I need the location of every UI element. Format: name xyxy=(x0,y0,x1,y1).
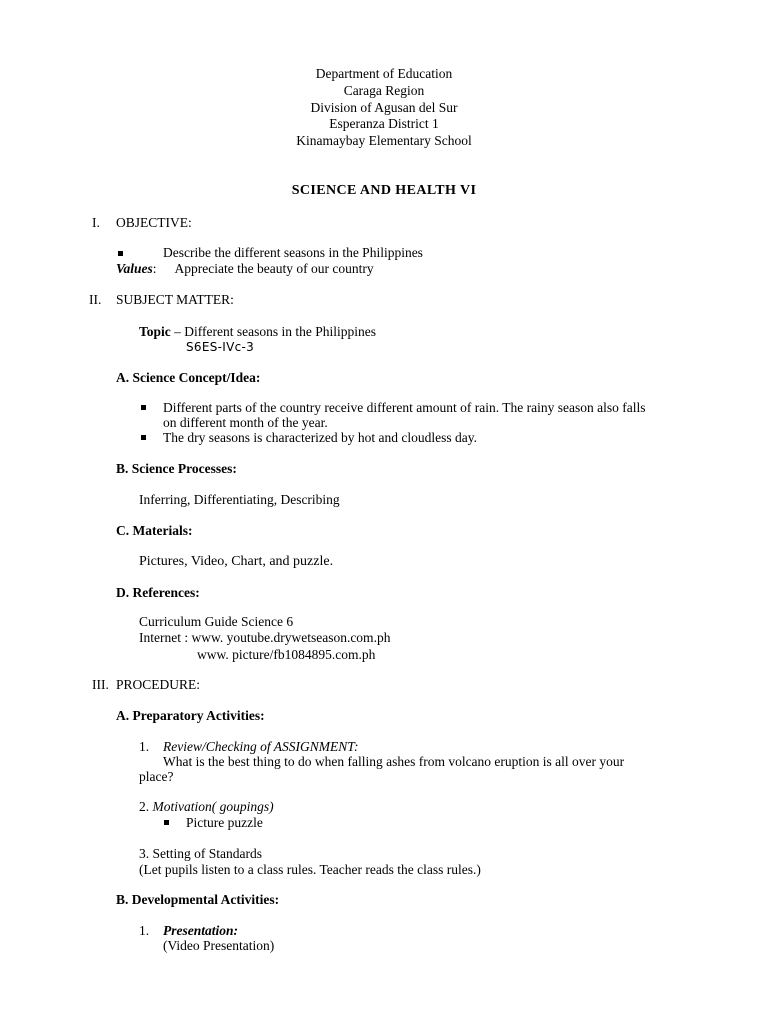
prep-item-2-bullet: Picture puzzle xyxy=(186,815,263,830)
prep-item-3-text: (Let pupils listen to a class rules. Teacher reads the class rules.) xyxy=(139,862,481,877)
prep-item-1-title: Review/Checking of ASSIGNMENT: xyxy=(163,739,359,754)
materials-heading: C. Materials: xyxy=(116,523,193,538)
values-colon: : xyxy=(152,261,157,276)
topic-line xyxy=(139,324,376,340)
document-title: SCIENCE AND HEALTH VI xyxy=(291,183,477,198)
section-numeral-objective: I. xyxy=(92,215,100,230)
concept-bullet-1-line-2: on different month of the year. xyxy=(163,415,328,430)
prep-item-3-title: 3. Setting of Standards xyxy=(139,846,262,861)
section-numeral-subject: II. xyxy=(89,292,102,307)
values-line xyxy=(116,261,374,277)
section-numeral-procedure: III. xyxy=(92,677,109,692)
developmental-heading: B. Developmental Activities: xyxy=(116,892,280,907)
values-label: Values xyxy=(116,261,153,276)
prep-item-2 xyxy=(139,799,274,815)
processes-text: Inferring, Differentiating, Describing xyxy=(139,492,340,507)
prep-item-1-question-line-1: What is the best thing to do when falling ashes from volcano eruption is all over your xyxy=(163,754,625,769)
materials-text: Pictures, Video, Chart, and puzzle. xyxy=(139,554,334,569)
reference-internet-1: Internet : www. youtube.drywetseason.com.ph xyxy=(139,630,391,645)
procedure-heading: PROCEDURE: xyxy=(116,677,201,692)
prep-item-2-title: Motivation( goupings) xyxy=(152,799,274,814)
prep-item-1-question-line-2: place? xyxy=(139,769,174,784)
competency-code: S6ES-IVc-3 xyxy=(186,340,255,354)
bullet-icon xyxy=(141,405,146,410)
objective-heading: OBJECTIVE: xyxy=(116,215,192,230)
concept-heading: A. Science Concept/Idea: xyxy=(116,370,261,385)
objective-bullet: Describe the different seasons in the Philippines xyxy=(163,245,423,260)
prep-item-2-number: 2. xyxy=(139,799,150,814)
preparatory-heading: A. Preparatory Activities: xyxy=(116,708,265,723)
processes-heading: B. Science Processes: xyxy=(116,461,237,476)
subject-matter-heading: SUBJECT MATTER: xyxy=(116,292,234,307)
dev-item-1-number: 1. xyxy=(139,923,150,938)
bullet-icon xyxy=(141,435,146,440)
concept-bullet-1-line-1: Different parts of the country receive different amount of rain. The rainy season also falls xyxy=(163,400,646,415)
bullet-icon xyxy=(164,820,169,825)
header-department: Department of Education xyxy=(315,66,453,81)
bullet-icon xyxy=(118,251,123,256)
header-division: Division of Agusan del Sur xyxy=(310,100,458,115)
reference-curriculum-guide: Curriculum Guide Science 6 xyxy=(139,614,294,629)
topic-text: – Different seasons in the Philippines xyxy=(170,324,377,339)
header-region: Caraga Region xyxy=(343,83,425,98)
concept-bullet-2: The dry seasons is characterized by hot and cloudless day. xyxy=(163,430,478,445)
values-text: Appreciate the beauty of our country xyxy=(174,261,374,276)
references-heading: D. References: xyxy=(116,585,200,600)
topic-label: Topic xyxy=(139,324,171,339)
header-district: Esperanza District 1 xyxy=(329,116,439,131)
dev-item-1-title: Presentation: xyxy=(163,923,239,938)
dev-item-1-text: (Video Presentation) xyxy=(163,938,275,953)
reference-internet-2: www. picture/fb1084895.com.ph xyxy=(197,647,376,662)
header-school: Kinamaybay Elementary School xyxy=(296,133,472,148)
prep-item-1-number: 1. xyxy=(139,739,150,754)
